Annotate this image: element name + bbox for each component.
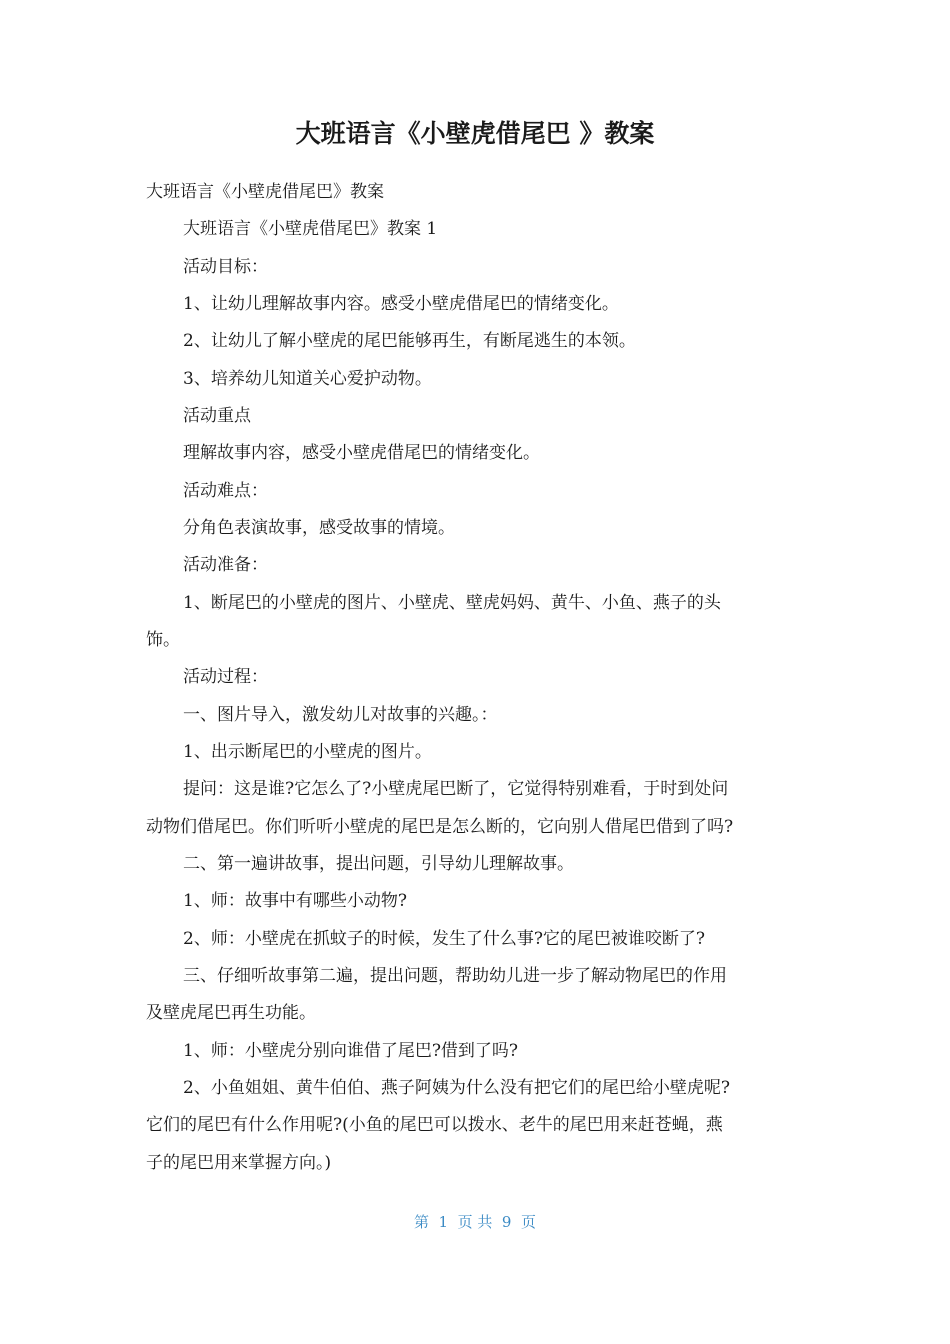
body-line: 活动重点 bbox=[183, 406, 251, 426]
body-line: 分角色表演故事，感受故事的情境。 bbox=[183, 518, 455, 538]
body-line: 它们的尾巴有什么作用呢?(小鱼的尾巴可以拨水、老牛的尾巴用来赶苍蝇，燕 bbox=[146, 1115, 723, 1135]
body-line: 1、出示断尾巴的小壁虎的图片。 bbox=[183, 742, 432, 762]
body-line: 子的尾巴用来掌握方向。) bbox=[146, 1153, 332, 1173]
body-line: 活动难点： bbox=[183, 481, 268, 501]
body-line: 二、第一遍讲故事，提出问题，引导幼儿理解故事。 bbox=[183, 854, 574, 874]
body-line: 1、断尾巴的小壁虎的图片、小壁虎、壁虎妈妈、黄牛、小鱼、燕子的头 bbox=[183, 593, 721, 613]
body-line: 活动目标： bbox=[183, 257, 268, 277]
body-line: 1、师：故事中有哪些小动物? bbox=[183, 891, 407, 911]
body-line: 2、小鱼姐姐、黄牛伯伯、燕子阿姨为什么没有把它们的尾巴给小壁虎呢? bbox=[183, 1078, 730, 1098]
body-line: 大班语言《小壁虎借尾巴》教案 bbox=[146, 182, 384, 202]
body-line: 2、师：小壁虎在抓蚊子的时候，发生了什么事?它的尾巴被谁咬断了? bbox=[183, 929, 706, 949]
body-line: 一、图片导入，激发幼儿对故事的兴趣。： bbox=[183, 705, 498, 725]
body-line: 3、培养幼儿知道关心爱护动物。 bbox=[183, 369, 432, 389]
document-title: 大班语言《小壁虎借尾巴 》教案 bbox=[295, 119, 655, 148]
body-line: 及壁虎尾巴再生功能。 bbox=[146, 1003, 316, 1023]
body-line: 理解故事内容，感受小壁虎借尾巴的情绪变化。 bbox=[183, 443, 540, 463]
body-line: 1、让幼儿理解故事内容。感受小壁虎借尾巴的情绪变化。 bbox=[183, 294, 619, 314]
body-line: 饰。 bbox=[146, 630, 180, 650]
body-line: 大班语言《小壁虎借尾巴》教案 1 bbox=[183, 219, 438, 239]
body-line: 动物们借尾巴。你们听听小壁虎的尾巴是怎么断的，它向别人借尾巴借到了吗? bbox=[146, 817, 734, 837]
body-line: 2、让幼儿了解小壁虎的尾巴能够再生，有断尾逃生的本领。 bbox=[183, 331, 636, 351]
page-number-footer: 第 1 页 共 9 页 bbox=[414, 1213, 536, 1231]
body-line: 三、仔细听故事第二遍，提出问题，帮助幼儿进一步了解动物尾巴的作用 bbox=[183, 966, 727, 986]
body-line: 活动准备： bbox=[183, 555, 268, 575]
body-line: 活动过程： bbox=[183, 667, 268, 687]
body-line: 1、师：小壁虎分别向谁借了尾巴?借到了吗? bbox=[183, 1041, 519, 1061]
body-line: 提问：这是谁?它怎么了?小壁虎尾巴断了，它觉得特别难看，于时到处问 bbox=[183, 779, 729, 799]
